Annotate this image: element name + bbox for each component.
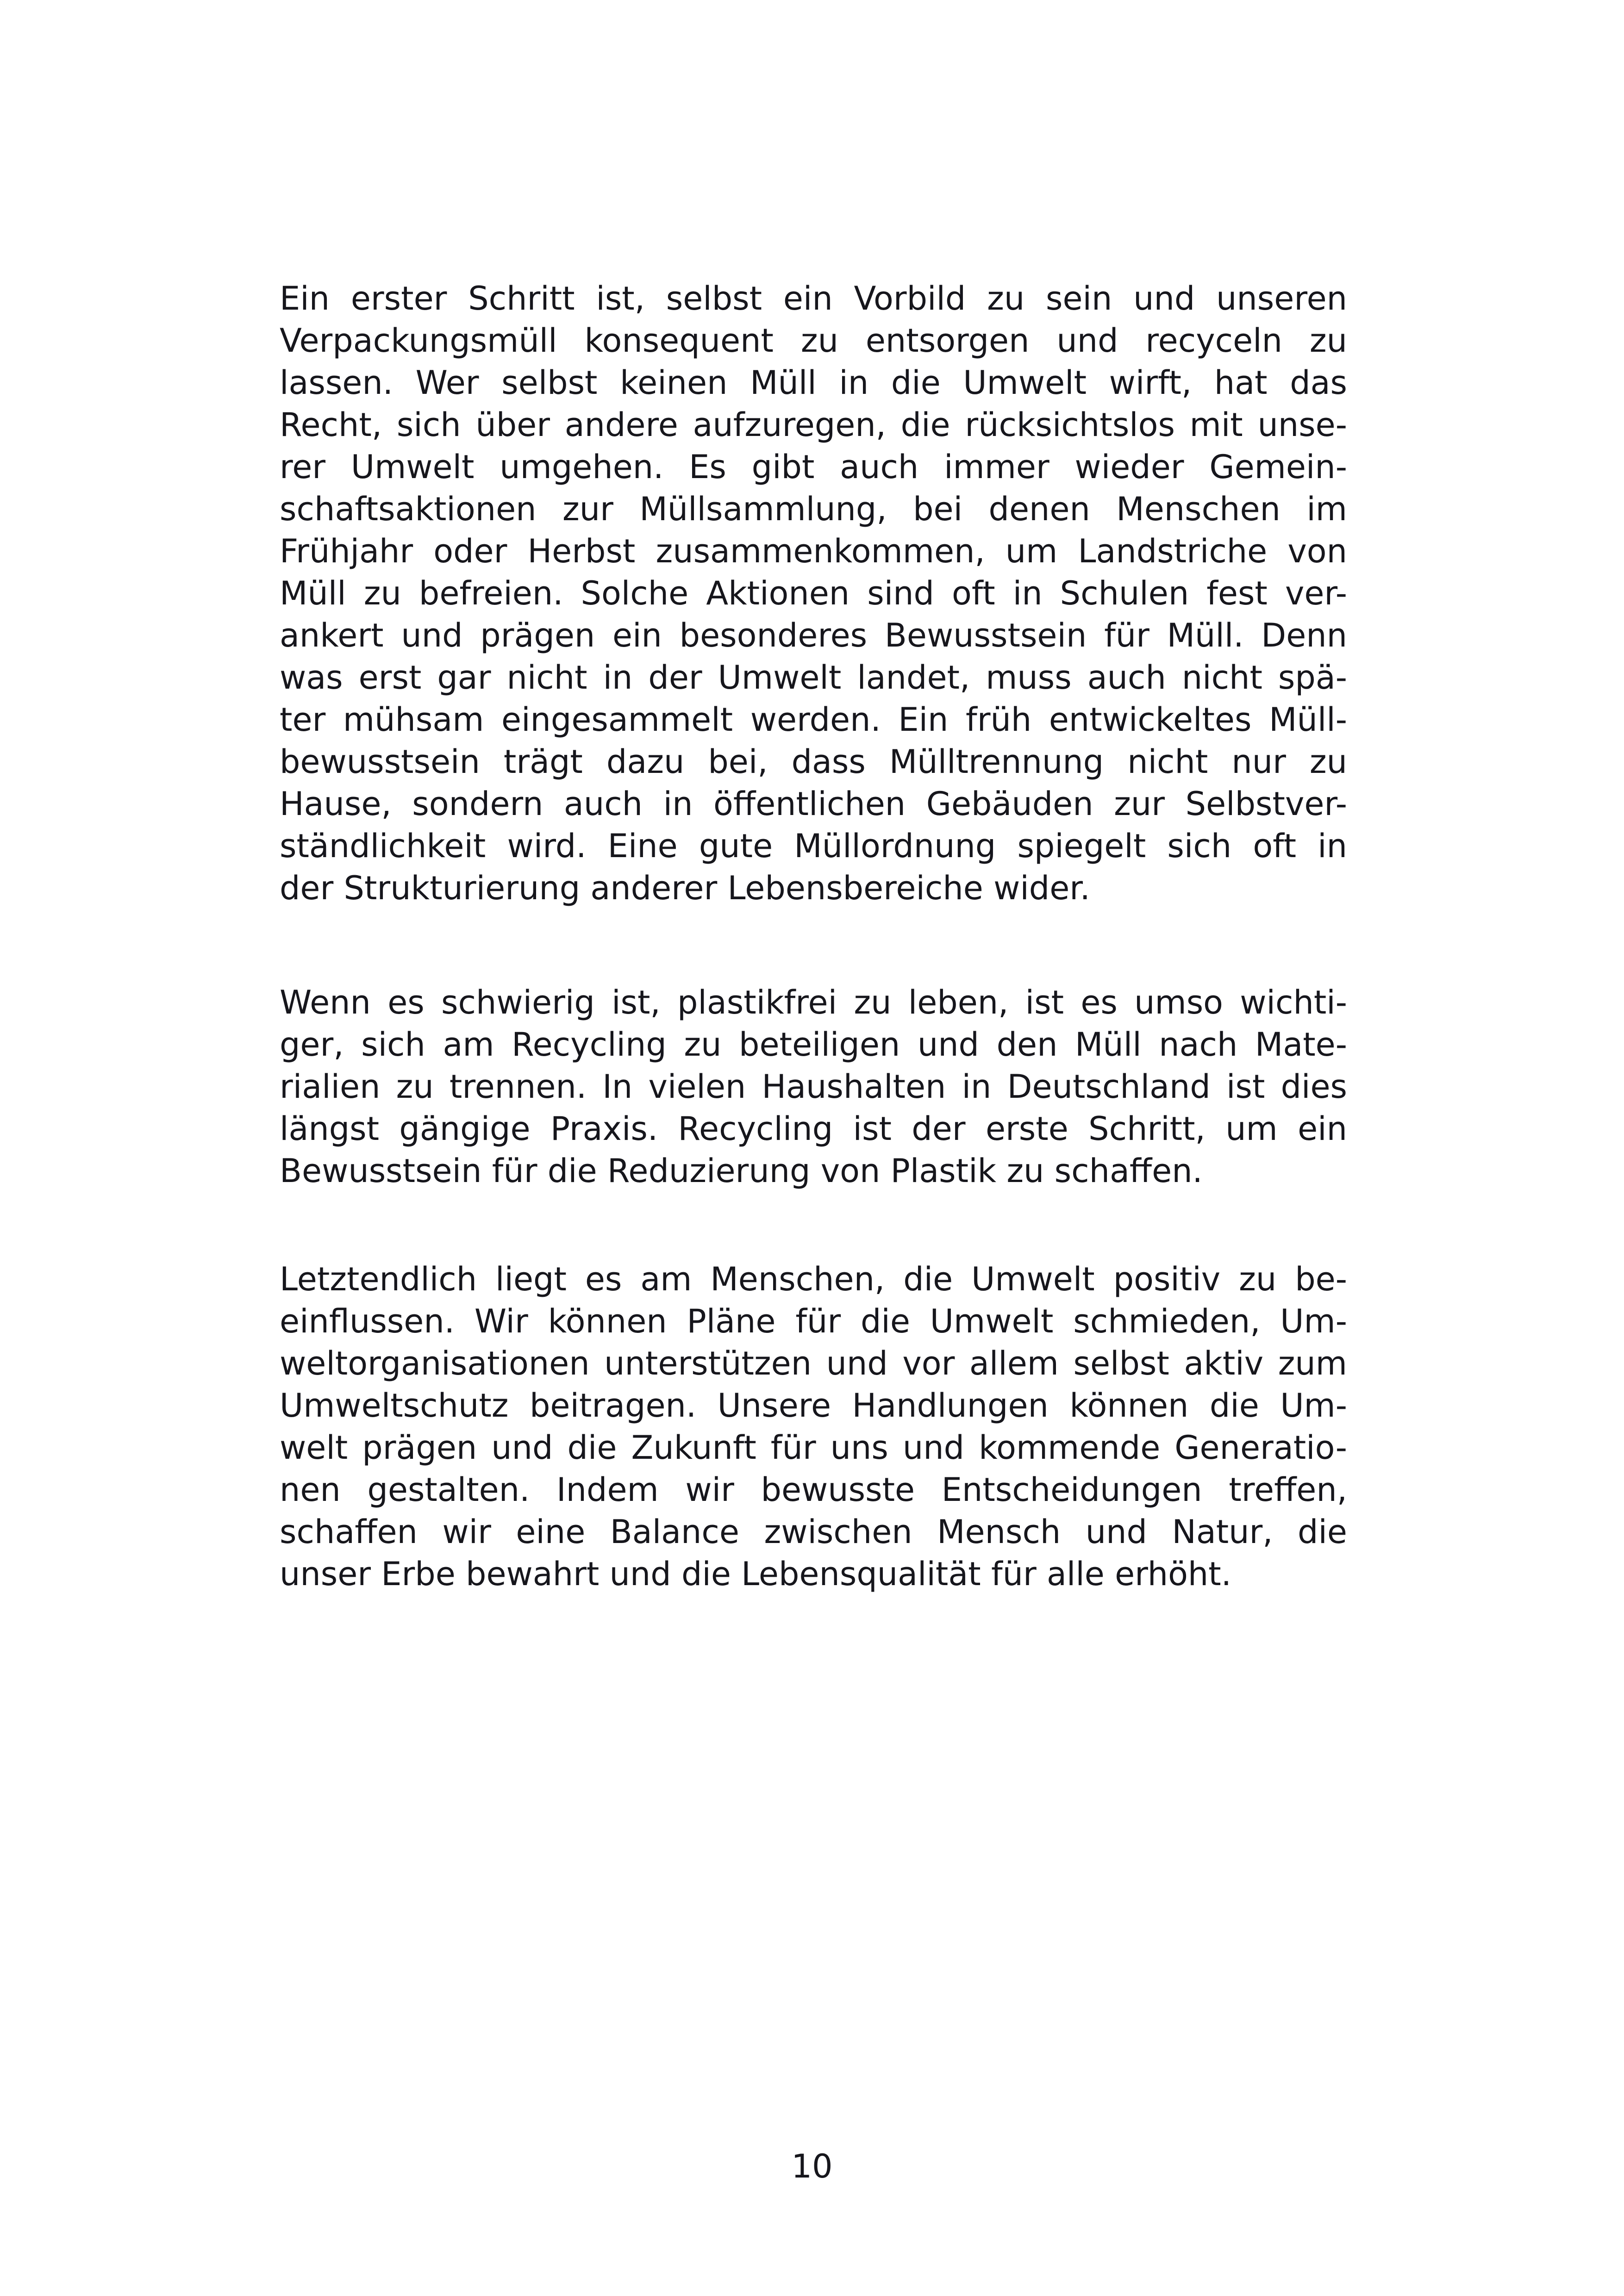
text-line: einflussen. Wir können Pläne für die Umwelt schmieden, Um- <box>280 1302 1347 1340</box>
paragraph-1 <box>280 278 1347 909</box>
text-line: was erst gar nicht in der Umwelt landet, muss auch nicht spä- <box>280 659 1347 697</box>
text-line: Verpackungsmüll konsequent zu entsorgen und recyceln zu <box>280 322 1347 360</box>
text-line: rer Umwelt umgehen. Es gibt auch immer wieder Gemein- <box>280 448 1347 486</box>
text-line: Hause, sondern auch in öffentlichen Gebäuden zur Selbstver- <box>280 785 1347 823</box>
text-line: nen gestalten. Indem wir bewusste Entscheidungen treffen, <box>280 1471 1347 1509</box>
text-line: ter mühsam eingesammelt werden. Ein früh entwickeltes Müll- <box>280 701 1347 739</box>
text-line: Frühjahr oder Herbst zusammenkommen, um Landstriche von <box>280 532 1347 570</box>
text-line: Recht, sich über andere aufzuregen, die rücksichtslos mit unse- <box>280 406 1347 444</box>
text-line: ankert und prägen ein besonderes Bewusstsein für Müll. Denn <box>280 616 1347 654</box>
text-line: weltorganisationen unterstützen und vor allem selbst aktiv zum <box>280 1344 1347 1382</box>
text-line: unser Erbe bewahrt und die Lebensqualität für alle erhöht. <box>280 1555 1231 1593</box>
text-line: Ein erster Schritt ist, selbst ein Vorbild zu sein und unseren <box>280 280 1347 317</box>
text-line: lassen. Wer selbst keinen Müll in die Umwelt wirft, hat das <box>280 364 1347 402</box>
text-line: Müll zu befreien. Solche Aktionen sind oft in Schulen fest ver- <box>280 574 1347 612</box>
text-line: schaftsaktionen zur Müllsammlung, bei denen Menschen im <box>280 490 1347 528</box>
text-line: Bewusstsein für die Reduzierung von Plastik zu schaffen. <box>280 1152 1203 1190</box>
text-line: rialien zu trennen. In vielen Haushalten in Deutschland ist dies <box>280 1068 1347 1106</box>
text-line: der Strukturierung anderer Lebensbereiche wider. <box>280 869 1090 907</box>
text-line: Wenn es schwierig ist, plastikfrei zu leben, ist es umso wichti- <box>280 983 1347 1021</box>
text-line: bewusstsein trägt dazu bei, dass Mülltrennung nicht nur zu <box>280 743 1347 781</box>
text-line: schaffen wir eine Balance zwischen Mensch und Natur, die <box>280 1513 1347 1551</box>
text-line: Letztendlich liegt es am Menschen, die Umwelt positiv zu be- <box>280 1260 1347 1298</box>
text-line: welt prägen und die Zukunft für uns und kommende Generatio- <box>280 1429 1347 1467</box>
text-line: ger, sich am Recycling zu beteiligen und den Müll nach Mate- <box>280 1026 1347 1064</box>
text-line: Umweltschutz beitragen. Unsere Handlungen können die Um- <box>280 1387 1347 1425</box>
text-line: ständlichkeit wird. Eine gute Müllordnung spiegelt sich oft in <box>280 827 1347 865</box>
paragraph-2 <box>280 982 1347 1192</box>
page-number: 10 <box>791 2147 833 2185</box>
paragraph-3 <box>280 1258 1347 1595</box>
text-line: längst gängige Praxis. Recycling ist der erste Schritt, um ein <box>280 1110 1347 1148</box>
